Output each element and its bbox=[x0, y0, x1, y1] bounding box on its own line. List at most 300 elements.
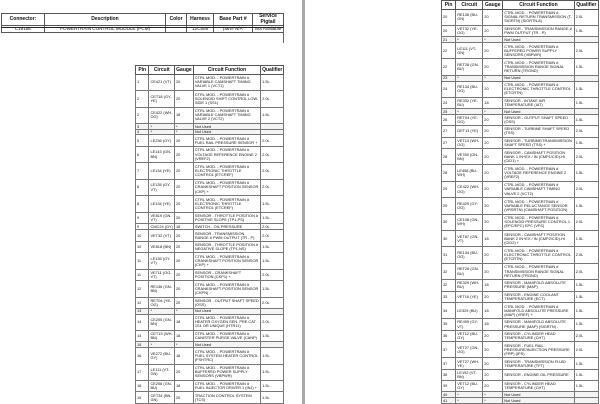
circuit-function-cell: SENSOR - TRANSMISSION RANGE # PWM OUTPUT (TR - P) bbox=[503, 26, 575, 37]
qualifier-cell: 1.5L bbox=[574, 137, 598, 148]
qualifier-cell: 1.5L bbox=[574, 280, 598, 291]
gauge-cell: 20 bbox=[483, 381, 503, 392]
qualifier-cell: 2.0L bbox=[574, 149, 598, 165]
gauge-cell: 20 bbox=[483, 126, 503, 137]
gauge-cell: 20 bbox=[175, 281, 194, 297]
table-row bbox=[442, 114, 599, 125]
gauge-cell: 20 bbox=[175, 253, 194, 269]
gauge-cell: 18 bbox=[483, 280, 503, 291]
pin-cell: 4 bbox=[136, 129, 149, 135]
pin-cell: 2 bbox=[136, 107, 149, 123]
gauge-cell: 18 bbox=[175, 331, 194, 342]
circuit-cell: RE429 (GY-OG) bbox=[456, 198, 483, 214]
gauge-cell: 20 bbox=[483, 9, 503, 25]
table-row bbox=[136, 269, 284, 280]
circuit-function-cell: CTRL MOD. - POWERTRAIN # ELECTRONIC THROTTLE CONTROL (ETCREF) bbox=[193, 196, 260, 212]
circuit-function-cell: SWITCH - OIL PRESSURE bbox=[193, 224, 260, 230]
gauge-cell: 20 bbox=[483, 137, 503, 148]
table-row bbox=[442, 381, 599, 392]
gauge-cell: * bbox=[175, 129, 194, 135]
pin-cell: 31 bbox=[442, 247, 456, 263]
qualifier-cell: 1.5L bbox=[574, 358, 598, 369]
circuit-function-cell: SENSOR - TRANSMISSION FLUID TEMPERATURE (TFT) bbox=[503, 358, 575, 369]
qualifier-cell: 1.5L bbox=[574, 26, 598, 37]
circuit-function-cell: CTRL MOD. - POWERTRAIN # ELECTRONIC THROTTLE CONTROL (ETCRTN) bbox=[503, 247, 575, 263]
gauge-cell: * bbox=[483, 392, 503, 398]
table-row bbox=[442, 319, 599, 330]
gauge-cell: 20 bbox=[175, 392, 194, 404]
circuit-function-cell: CTRL MOD. - POWERTRAIN # FUEL RAIL PRESSURE SENSOR + bbox=[193, 135, 260, 146]
service-pigtail-value: Not Available bbox=[253, 26, 284, 33]
circuit-cell: RE332 (YE-BU) bbox=[456, 97, 483, 108]
table-row bbox=[136, 107, 284, 123]
circuit-function-cell: SENSOR - TRANSMISSION RANGE # PWM OUTPUT (TR - P) bbox=[193, 230, 260, 241]
qualifier-cell: 1.5L bbox=[261, 241, 284, 252]
pin-cell: 9 bbox=[136, 212, 149, 223]
qualifier-cell: 2.0L bbox=[261, 269, 284, 280]
qualifier-cell: 1.5L bbox=[261, 331, 284, 342]
pin-cell: 22 bbox=[442, 59, 456, 75]
pin-cell: 7 bbox=[136, 163, 149, 179]
gauge-cell: * bbox=[483, 109, 503, 115]
pin-cell: 10 bbox=[136, 230, 149, 241]
circuit-cell: VET87 (GN-VT) bbox=[456, 231, 483, 247]
pin-header: Pin bbox=[136, 66, 149, 75]
pin-cell: 30 bbox=[442, 231, 456, 247]
circuit-cell: LE111 (VT-GN) bbox=[456, 43, 483, 59]
qualifier-cell: 1.5L bbox=[261, 212, 284, 223]
qualifier-cell: 1.5L bbox=[574, 369, 598, 380]
qualifier-cell: 1.5L bbox=[261, 196, 284, 212]
circuit-cell: CMC24 (GY) bbox=[150, 223, 173, 229]
qualifier-cell: 1.5L bbox=[261, 253, 284, 269]
qualifier-cell: 1.5L bbox=[574, 59, 598, 75]
table-row bbox=[442, 330, 599, 341]
harness-header: Harness bbox=[187, 14, 214, 26]
circuit-function-cell: SENSOR - FUEL RAIL PRESSURE/INJECTION PRESSURE (FRP) (IPS) bbox=[503, 342, 575, 358]
table-row bbox=[442, 97, 599, 108]
description-value: POWERTRAIN CONTROL MODULE (PCM) bbox=[45, 26, 166, 33]
circuit-cell: RET26 (GN-BU) bbox=[456, 59, 483, 75]
gauge-header: Gauge bbox=[176, 66, 192, 73]
circuit-function-cell: SENSOR - THROTTLE POSITION # NEGATIVE SLOPE (TP1-NS) bbox=[193, 241, 260, 252]
pin-cell: 10 bbox=[136, 241, 149, 252]
pin-cell: 11 bbox=[136, 269, 149, 280]
color-header: Color bbox=[166, 14, 187, 26]
pin-cell: 24 bbox=[442, 81, 456, 97]
circuit-cell: LE135 (GY-VT) bbox=[149, 253, 175, 269]
qualifier-cell: 2.0L bbox=[574, 181, 598, 197]
gauge-cell: 20 bbox=[483, 291, 503, 302]
qualifier-cell: 1.5L bbox=[261, 281, 284, 297]
pin-cell: 3 bbox=[136, 124, 149, 130]
table-row bbox=[136, 281, 284, 297]
circuit-function-cell: SENSOR - TURBINE SHAFT SPEED (TSS) bbox=[503, 126, 575, 137]
circuit-function-cell: CTRL MOD. - POWERTRAIN # SIGNAL RETURN TRANSMISSION (T-SIGRTN) (SIGRTN-8) bbox=[503, 9, 575, 25]
gauge-cell: 20 bbox=[483, 81, 503, 97]
pin-cell: 26 bbox=[442, 114, 456, 125]
circuit-cell: * bbox=[149, 342, 175, 348]
circuit-function-cell: CTRL MOD. - POWERTRAIN # BUFFERED POWER SUPPLY SENSORS (VBPWR) bbox=[503, 43, 575, 59]
gauge-cell: 20 bbox=[483, 198, 503, 214]
qualifier-cell: 1.5L bbox=[574, 319, 598, 330]
circuit-cell: VET32 (YE-OG) bbox=[456, 26, 483, 37]
pin-cell: 23 bbox=[442, 75, 456, 81]
circuit-cell: CE422 (WH-OG) bbox=[456, 181, 483, 197]
circuit-cell: RE329 (WH-BU) bbox=[456, 280, 483, 291]
circuit-cell: LE134 (YE) bbox=[149, 163, 175, 179]
circuit-function-cell: Not Used bbox=[503, 75, 575, 81]
qualifier-cell: 2.0L bbox=[574, 330, 598, 341]
connector-header: Connector: bbox=[2, 14, 45, 26]
qualifier-cell: 2.0L bbox=[261, 146, 284, 162]
circuit-function-cell: SENSOR - INTAKE AIR TEMPERATURE (IAT) bbox=[503, 97, 575, 108]
circuit-cell: LE134 (YE) bbox=[149, 196, 175, 212]
circuit-cell: * bbox=[456, 398, 483, 404]
qualifier-cell: 2.0L bbox=[261, 224, 284, 230]
circuit-cell: RE134 (BU-OG) bbox=[456, 81, 483, 97]
pin-cell: 32 bbox=[442, 263, 456, 279]
pin-cell: 40 bbox=[442, 392, 456, 398]
pin-cell: 6 bbox=[136, 146, 149, 162]
circuit-cell: LE458 (BU-WH) bbox=[456, 165, 483, 181]
gauge-cell: 20 bbox=[483, 330, 503, 341]
table-row bbox=[442, 81, 599, 97]
table-row bbox=[442, 247, 599, 263]
pin-cell: 33 bbox=[442, 291, 456, 302]
pin-cell: 28 bbox=[442, 149, 456, 165]
circuit-cell: CE422 (WH-OG) bbox=[149, 107, 175, 123]
circuit-cell: RET26 (GN-BU) bbox=[456, 263, 483, 279]
table-row bbox=[442, 231, 599, 247]
circuit-cell: RET04 (YE-OG) bbox=[456, 114, 483, 125]
gauge-cell: 20 bbox=[175, 135, 194, 146]
circuit-function-cell: Not Used bbox=[193, 124, 260, 130]
circuit-function-cell: Not Used bbox=[503, 109, 575, 115]
table-row bbox=[442, 358, 599, 369]
table-row bbox=[442, 165, 599, 181]
gauge-cell: 20 bbox=[175, 74, 194, 90]
circuit-cell: RE495 (GY-VT) bbox=[456, 319, 483, 330]
pin-cell: 12 bbox=[136, 281, 149, 297]
connector-notes-box bbox=[1, 27, 284, 43]
service-pigtail-header: Service Pigtail bbox=[253, 14, 284, 26]
qualifier-cell: 2.0L bbox=[261, 91, 284, 107]
table-row bbox=[136, 91, 284, 107]
table-row bbox=[136, 331, 284, 342]
circuit-cell: VET16 (YE) bbox=[456, 291, 483, 302]
pin-cell: 39 bbox=[442, 381, 456, 392]
gauge-cell: 20 bbox=[483, 114, 503, 125]
circuit-function-cell: CTRL MOD. - POWERTRAIN # FUEL INJECTOR DRIVER 1 (INJ) + bbox=[193, 381, 260, 392]
pin-cell: 38 bbox=[442, 369, 456, 380]
gauge-cell: * bbox=[175, 342, 194, 348]
circuit-function-cell: CTRL MOD. - POWERTRAIN # ELECTRONIC THROTTLE CONTROL (ETCREF) bbox=[193, 163, 260, 179]
qualifier-cell: 1.5L bbox=[574, 114, 598, 125]
circuit-function-cell: SENSOR - CYLINDER HEAD TEMPERATURE (CHT) bbox=[503, 330, 575, 341]
gauge-cell: 20 bbox=[483, 369, 503, 380]
gauge-cell: 20 bbox=[483, 247, 503, 263]
circuit-function-cell: SENSOR - ENGINE COOLANT TEMPERATURE (ECT) bbox=[503, 291, 575, 302]
gauge-cell: 18 bbox=[175, 107, 194, 123]
circuit-cell: VE272 (BU-GY) bbox=[149, 348, 175, 364]
qualifier-cell: 1.5L bbox=[261, 364, 284, 380]
circuit-function-cell: CTRL MOD. - POWERTRAIN # HEATER OXYGEN SEN. PRE CAT. 1S1 OR UNIQUE (HTR11) bbox=[193, 314, 260, 330]
circuit-cell: VET32 (VT) bbox=[149, 230, 175, 241]
table-row bbox=[136, 179, 284, 195]
circuit-cell: * bbox=[456, 392, 483, 398]
circuit-cell: * bbox=[149, 308, 175, 314]
pin-cell: 36 bbox=[442, 330, 456, 341]
circuit-function-cell: Not Used bbox=[503, 37, 575, 43]
base-part-value: part# N/A bbox=[214, 26, 253, 33]
circuit-function-cell: SENSOR - ENGINE OIL PRESSURE bbox=[503, 369, 575, 380]
table-row bbox=[442, 342, 599, 358]
circuit-cell: CE421 (VT) bbox=[149, 74, 175, 90]
circuit-function-cell: CTRL MOD. - POWERTRAIN # VOLTAGE REFERENCE ENGINE 2 (VREF2) bbox=[193, 146, 260, 162]
circuit-cell: VET27 (WH-YE) bbox=[456, 358, 483, 369]
table-row bbox=[136, 146, 284, 162]
circuit-cell: RET04 (YE-OG) bbox=[149, 297, 175, 308]
qualifier-cell: 2.0L bbox=[261, 135, 284, 146]
pin-cell: 5 bbox=[136, 135, 149, 146]
pin-cell: 22 bbox=[442, 43, 456, 59]
pin-cell: 12 bbox=[136, 297, 149, 308]
pin-cell: 32 bbox=[442, 280, 456, 291]
circuit-function-cell: SENSOR - CRANKSHAFT POSITION (CKP1) + bbox=[193, 269, 260, 280]
pin-cell: 14 bbox=[136, 314, 149, 330]
pin-cell: 20 bbox=[442, 26, 456, 37]
circuit-function-cell: TRACTION CONTROL SYSTEM (TCS) bbox=[193, 392, 260, 404]
pin-cell: 37 bbox=[442, 342, 456, 358]
gauge-cell: 20 bbox=[483, 149, 503, 165]
qualifier-cell: 1.5L bbox=[261, 392, 284, 404]
circuit-function-cell: Not Used bbox=[193, 308, 260, 314]
table-row bbox=[442, 198, 599, 214]
qualifier-cell: 1.5L bbox=[261, 348, 284, 364]
table-row bbox=[136, 364, 284, 380]
circuit-cell: * bbox=[456, 109, 483, 115]
qualifier-cell: 2.0L bbox=[574, 247, 598, 263]
table-row bbox=[442, 26, 599, 37]
circuit-cell: RE136 (BU-GN) bbox=[456, 9, 483, 25]
gauge-cell: 20 bbox=[483, 165, 503, 181]
circuit-function-cell: CTRL MOD. - POWERTRAIN # ELECTRONIC THROTTLE CONTROL (ETCRTN) bbox=[503, 81, 575, 97]
qualifier-cell: 2.0L bbox=[574, 342, 598, 358]
pin-cell: 27 bbox=[442, 126, 456, 137]
qualifier-cell: 1.5L bbox=[261, 381, 284, 392]
gauge-cell: 20 bbox=[175, 91, 194, 107]
table-row bbox=[442, 280, 599, 291]
gauge-cell: 18 bbox=[175, 381, 194, 392]
gauge-cell: 20 bbox=[483, 342, 503, 358]
qualifier-cell: 2.0L bbox=[574, 263, 598, 279]
circuit-function-cell: CTRL MOD. - POWERTRAIN # CRANKSHAFT POSITION SENSOR (CKPN) - bbox=[193, 281, 260, 297]
qualifier-cell: 1.5L bbox=[574, 81, 598, 97]
circuit-function-cell: Not Used bbox=[193, 129, 260, 135]
gauge-cell: 20 bbox=[483, 214, 503, 230]
gauge-cell: 20 bbox=[175, 179, 194, 195]
circuit-function-cell: CTRL MOD. - POWERTRAIN # CRANKSHAFT POSITION SENSOR (CKP) + bbox=[193, 253, 260, 269]
table-header-row bbox=[136, 66, 284, 75]
table-row bbox=[136, 212, 284, 223]
qualifier-cell: 2.0L bbox=[261, 297, 284, 308]
gauge-cell: 20 bbox=[175, 230, 194, 241]
circuit-cell: VET12 (BU-GY) bbox=[456, 381, 483, 392]
pin-cell: 25 bbox=[442, 109, 456, 115]
pin-cell: 8 bbox=[136, 196, 149, 212]
pin-cell: 9 bbox=[136, 224, 149, 230]
pin-cell: 13 bbox=[136, 308, 149, 314]
circuit-function-header: Circuit Function bbox=[503, 1, 575, 10]
base-part-header: Base Part # bbox=[214, 14, 253, 26]
table-row bbox=[442, 398, 599, 404]
gauge-cell: 20 bbox=[175, 196, 194, 212]
qualifier-cell: 1.5L bbox=[574, 198, 598, 214]
circuit-function-cell: SENSOR - OUTPUT SHAFT SPEED (OSS) bbox=[503, 114, 575, 125]
qualifier-header: Qualifier bbox=[576, 1, 597, 8]
circuit-cell: VE819 (GN-VT) bbox=[149, 212, 175, 223]
circuit-cell: CE108 (GN-WH) bbox=[456, 214, 483, 230]
circuit-cell: DET13 (YE) bbox=[456, 126, 483, 137]
qualifier-cell: 1.5L bbox=[261, 107, 284, 123]
qualifier-cell: 1.5L bbox=[574, 291, 598, 302]
circuit-function-cell: SENSOR - CAMSHAFT POSITION BANK 2 IN+EX / IN (CMP2/CID)-HI (CID2) + bbox=[503, 231, 575, 247]
circuit-cell: VE711 (OG-VT) bbox=[149, 269, 175, 280]
gauge-cell: 20 bbox=[483, 263, 503, 279]
gauge-cell: 20 bbox=[175, 212, 194, 223]
qualifier-cell: 2.0L bbox=[261, 179, 284, 195]
circuit-function-cell: SENSOR - CAMSHAFT POSITION BANK 1 IN+EX / IN (CMP1/CID)-HI (CID1) + bbox=[503, 149, 575, 165]
qualifier-header: Qualifier bbox=[262, 66, 283, 73]
circuit-cell: CET34 (BN-GN) bbox=[149, 392, 175, 404]
gauge-cell: 20 bbox=[483, 26, 503, 37]
circuit-function-cell: SENSOR - OUTPUT SHAFT SPEED (OSS) bbox=[194, 297, 259, 307]
circuit-cell: * bbox=[149, 124, 175, 130]
qualifier-cell: 2.0L bbox=[574, 214, 598, 230]
gauge-cell: * bbox=[483, 75, 503, 81]
table-row bbox=[442, 263, 599, 279]
circuit-function-cell: SENSOR - MANIFOLD ABSOLUTE PRESSURE (MAP) bbox=[503, 280, 575, 291]
gauge-cell: * bbox=[483, 398, 503, 404]
table-row bbox=[136, 74, 284, 90]
gauge-cell: 18 bbox=[483, 302, 503, 318]
circuit-function-cell: CTRL MOD. - POWERTRAIN # SOLENOID SHIFT CONTROL LOW-SIDE 1 (SS1) bbox=[193, 91, 260, 107]
circuit-function-cell: CTRL MOD. - POWERTRAIN # CANISTER PURGE VALVE (CANP) bbox=[193, 331, 260, 342]
pin-cell: 2 bbox=[136, 91, 149, 107]
circuit-function-cell: CTRL MOD. - POWERTRAIN # CRANKSHAFT POSITION SENSOR (CKP) + bbox=[193, 179, 260, 195]
circuit-function-cell: CTRL MOD. - POWERTRAIN # VOLTAGE REFERENCE ENGINE 2 (VREF2) bbox=[503, 165, 575, 181]
gauge-cell: 18 bbox=[483, 231, 503, 247]
gauge-cell: 18 bbox=[175, 224, 194, 230]
table-header-row bbox=[442, 1, 599, 10]
pin-cell: 34 bbox=[442, 302, 456, 318]
gauge-cell: 18 bbox=[483, 97, 503, 108]
circuit-function-cell: SENSOR - TURBINE/TRANSMISSION SHAFT SPEED (TSS) + bbox=[503, 137, 575, 148]
circuit-cell: VE780 (GN-BN) bbox=[456, 149, 483, 165]
pin-cell: 20 bbox=[442, 9, 456, 25]
gauge-cell: 18 bbox=[483, 319, 503, 330]
circuit-function-cell: SENSOR - THROTTLE POSITION # POSITIVE SLOPE (TP1-PS) bbox=[193, 212, 260, 223]
pin-cell: 37 bbox=[442, 358, 456, 369]
circuit-function-cell: Not Used bbox=[503, 398, 575, 404]
page-divider bbox=[302, 0, 305, 404]
table-row bbox=[442, 181, 599, 197]
circuit-header: Circuit bbox=[456, 1, 483, 10]
pin-cell: 41 bbox=[442, 398, 456, 404]
circuit-function-cell: Not Used bbox=[193, 342, 260, 348]
table-row bbox=[136, 196, 284, 212]
pin-cell: 15 bbox=[136, 342, 149, 348]
pin-cell: 17 bbox=[136, 364, 149, 380]
description-header: Description bbox=[45, 14, 166, 26]
circuit-function-cell: CTRL MOD. - POWERTRAIN # VARIABLE CAMSHAFT TIMING VALVE 2 (VCT2) bbox=[503, 181, 575, 197]
table-row bbox=[442, 9, 599, 25]
circuit-cell: LE236 (GY) bbox=[149, 135, 175, 146]
gauge-cell: 20 bbox=[175, 364, 194, 380]
table-row bbox=[442, 59, 599, 75]
circuit-function-cell: SENSOR - CYLINDER HEAD TEMPERATURE (CHT) bbox=[503, 381, 575, 392]
circuit-cell: * bbox=[456, 75, 483, 81]
gauge-cell: 18 bbox=[175, 348, 194, 364]
connector-value: C1915E bbox=[2, 26, 45, 33]
qualifier-cell: 2.0L bbox=[574, 43, 598, 59]
pin-cell: 29 bbox=[442, 181, 456, 197]
table-row bbox=[442, 126, 599, 137]
pin-cell: 35 bbox=[442, 319, 456, 330]
pin-cell: 19 bbox=[136, 392, 149, 404]
circuit-cell: RE134 (BU-OG) bbox=[456, 247, 483, 263]
pin-cell: 14 bbox=[136, 331, 149, 342]
qualifier-cell: 2.0L bbox=[261, 163, 284, 179]
qualifier-cell: 1.5L bbox=[574, 97, 598, 108]
qualifier-cell: 1.5L bbox=[574, 302, 598, 318]
circuit-function-cell: SENSOR - MANIFOLD ABSOLUTE PRESSURE (MAP) (SIGRTN) - bbox=[503, 319, 575, 330]
pin-header: Pin bbox=[442, 1, 456, 10]
gauge-cell: 18 bbox=[175, 314, 194, 330]
circuit-cell: VET27 (GN-OG) bbox=[456, 342, 483, 358]
qualifier-cell bbox=[574, 398, 598, 404]
circuit-cell: CET18 (GY-YE) bbox=[149, 91, 175, 107]
gauge-cell: 20 bbox=[483, 358, 503, 369]
gauge-cell: 20 bbox=[175, 146, 194, 162]
pin-table-left bbox=[135, 65, 284, 404]
gauge-cell: * bbox=[175, 124, 194, 130]
table-row bbox=[442, 369, 599, 380]
table-row bbox=[136, 381, 284, 392]
pin-cell: 27 bbox=[442, 137, 456, 148]
circuit-cell: LE329 (BU) bbox=[456, 302, 483, 318]
circuit-function-cell: CTRL MOD. - POWERTRAIN # SOLENOID PRESSURE CONTROL 1 (EPC/EPC) EPC (VFS) bbox=[503, 214, 575, 230]
pin-cell: 21 bbox=[442, 37, 456, 43]
qualifier-cell: 2.0L bbox=[574, 9, 598, 25]
circuit-function-cell: Not Used bbox=[503, 392, 575, 398]
harness-value: 12C508 bbox=[187, 26, 214, 33]
qualifier-cell: 1.5L bbox=[574, 165, 598, 181]
table-row bbox=[442, 137, 599, 148]
table-row bbox=[136, 241, 284, 252]
qualifier-cell: 2.0L bbox=[261, 314, 284, 330]
circuit-cell: VE818 (BN) bbox=[149, 241, 175, 252]
qualifier-cell: 2.0L bbox=[261, 230, 284, 241]
circuit-header: Circuit bbox=[149, 66, 175, 75]
gauge-cell: 20 bbox=[175, 269, 194, 280]
circuit-cell: * bbox=[456, 37, 483, 43]
qualifier-cell: 1.5L bbox=[574, 231, 598, 247]
circuit-cell: LE143 (GN-BN) bbox=[149, 146, 175, 162]
pin-cell: 29 bbox=[442, 198, 456, 214]
gauge-cell: * bbox=[483, 37, 503, 43]
